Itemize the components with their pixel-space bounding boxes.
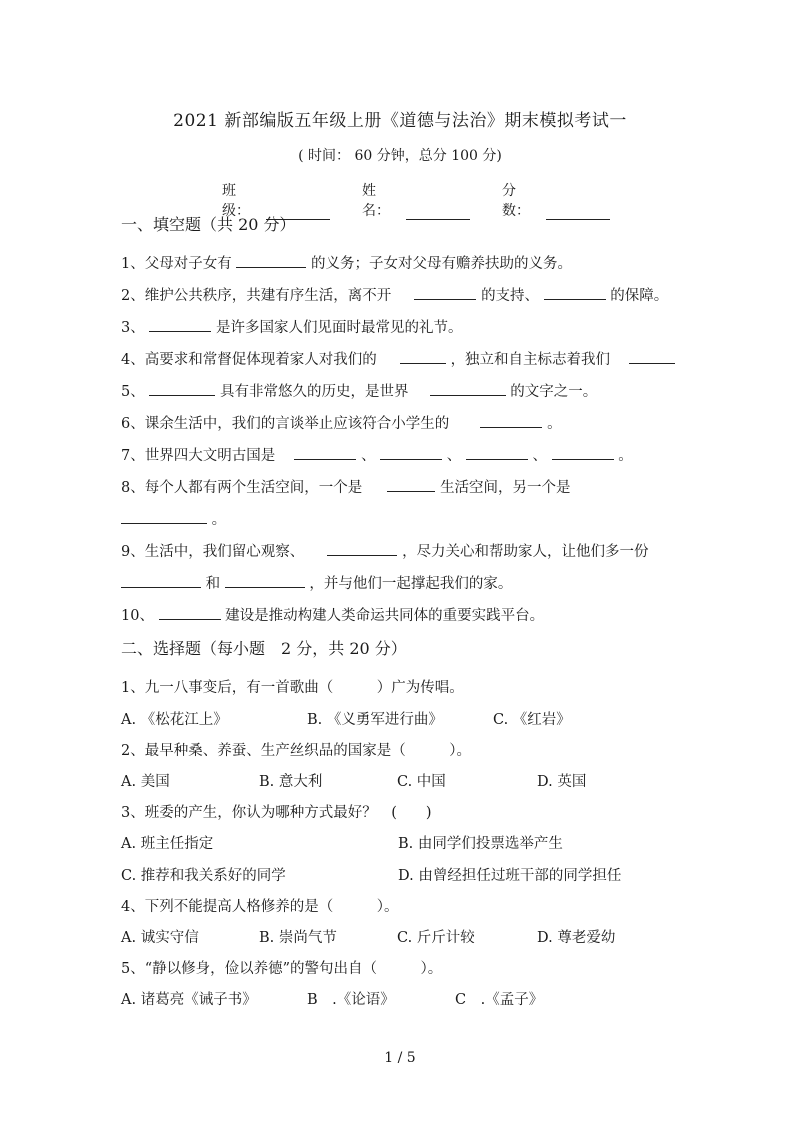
answer-blank [121,509,207,524]
question-1-1 [121,252,572,273]
page-title: 2021 新部编版五年级上册《道德与法治》期末模拟考试一 [173,111,627,131]
question-2-5: 5、“静以修身，俭以养德”的警句出自（ ）。 [121,961,443,977]
name-blank [406,205,470,220]
option-a: A. 诚实守信 [121,930,199,946]
option-c: C. 推荐和我关系好的同学 [121,868,286,884]
question-text: 6、课余生活中，我们的言谈举止应该符合小学生的 [121,416,450,432]
option-d: D. 英国 [537,774,587,790]
option-d: D. 尊老爱幼 [537,930,616,946]
answer-blank [159,605,221,620]
question-1-7 [121,444,633,465]
answer-blank [552,445,614,460]
question-text: 具有非常悠久的历史，是世界 [219,384,409,400]
question-text: 8、每个人都有两个生活空间，一个是 [121,480,363,496]
option-a: A. 美国 [121,774,170,790]
options-2-5 [121,988,681,1008]
question-text: 是许多国家人们见面时最常见的礼节。 [215,320,463,336]
option-c: C .《孟子》 [455,992,544,1008]
question-text: 5、 [121,384,145,400]
option-c: C. 中国 [397,774,446,790]
option-a: A. 《松花江上》 [121,712,228,728]
question-1-2 [121,284,668,305]
separator: 、 [361,448,376,464]
question-1-9 [121,540,649,561]
question-text: 7、世界四大文明古国是 [121,448,276,464]
question-text: 4、高要求和常督促体现着家人对我们的 [121,352,377,368]
answer-blank [400,349,446,364]
section-heading-choice: 二、选择题（每小题 2 分，共 20 分） [121,639,407,658]
question-2-1: 1、九一八事变后，有一首歌曲（ ）广为传唱。 [121,680,464,696]
question-text: 。 [547,416,562,432]
answer-blank [225,573,305,588]
question-text: 。 [618,448,633,464]
question-text: 的义务；子女对父母有赡养扶助的义务。 [310,256,572,272]
question-text: 和 [205,576,221,592]
answer-blank [430,381,506,396]
question-1-4 [121,348,675,369]
options-2-1 [121,708,681,728]
answer-blank [149,381,215,396]
options-2-3-row1 [121,832,681,852]
question-text: ，独立和自主标志着我们 [450,352,611,368]
page-number: 1 / 5 [384,1050,416,1066]
question-text: 1、父母对子女有 [121,256,232,272]
score-blank [546,205,610,220]
question-text: ，尽力关心和帮助家人，让他们多一份 [402,544,649,560]
option-b: B. 《义勇军进行曲》 [307,712,443,728]
answer-blank [236,253,306,268]
options-2-4 [121,926,681,946]
option-b: B. 意大利 [259,774,323,790]
question-text: 生活空间，另一个是 [440,480,571,496]
score-field [502,180,610,220]
answer-blank [414,285,476,300]
exam-time-score: ( 时间： 60 分钟，总分 100 分) [298,148,502,164]
question-text: 9、生活中，我们留心观察、 [121,544,305,560]
option-b: B. 崇尚气节 [259,930,337,946]
options-2-2 [121,770,681,790]
name-label: 姓名： [362,183,390,219]
question-text: 2、维护公共秩序，共建有序生活，离不开 [121,288,392,304]
question-2-3: 3、班委的产生，你认为哪种方式最好？ ( ) [121,805,432,821]
option-c: C. 斤斤计较 [397,930,475,946]
answer-blank [149,317,211,332]
section-heading-fill: 一、填空题（共 20 分） [121,215,296,234]
answer-blank [544,285,606,300]
question-text: 的保障。 [610,288,669,304]
answer-blank [121,573,201,588]
question-1-9-cont [121,572,512,593]
question-text: 建设是推动构建人类命运共同体的重要实践平台。 [225,608,545,624]
question-1-3 [121,316,462,337]
score-label: 分数： [502,183,530,219]
class-label: 班级： [222,183,250,219]
separator: 、 [532,448,547,464]
option-d: D. 由曾经担任过班干部的同学担任 [398,868,622,884]
question-text: 。 [211,512,227,528]
name-field [362,180,470,220]
question-2-2: 2、最早种桑、养蚕、生产丝织品的国家是（ ）。 [121,743,471,759]
question-1-10 [121,604,544,625]
answer-blank [480,413,542,428]
question-text: 10、 [121,608,154,624]
answer-blank [466,445,528,460]
question-1-8 [121,476,571,497]
question-text: 的支持、 [481,288,540,304]
option-a: A. 班主任指定 [121,836,214,852]
question-text: 3、 [121,320,145,336]
option-a: A. 诸葛亮《诫子书》 [121,992,257,1008]
question-1-8-cont [121,508,226,529]
question-text: 的文字之一。 [510,384,598,400]
option-b: B. 由同学们投票选举产生 [398,836,563,852]
question-1-5 [121,380,597,401]
question-text: ，并与他们一起撑起我们的家。 [309,576,513,592]
option-c: C. 《红岩》 [493,712,571,728]
option-b: B .《论语》 [307,992,395,1008]
answer-blank [294,445,356,460]
answer-blank [387,477,435,492]
separator: 、 [446,448,462,464]
question-2-4: 4、下列不能提高人格修养的是（ ）。 [121,899,399,915]
options-2-3-row2 [121,864,681,884]
answer-blank [629,349,675,364]
answer-blank [327,541,397,556]
answer-blank [380,445,442,460]
question-1-6 [121,412,562,433]
